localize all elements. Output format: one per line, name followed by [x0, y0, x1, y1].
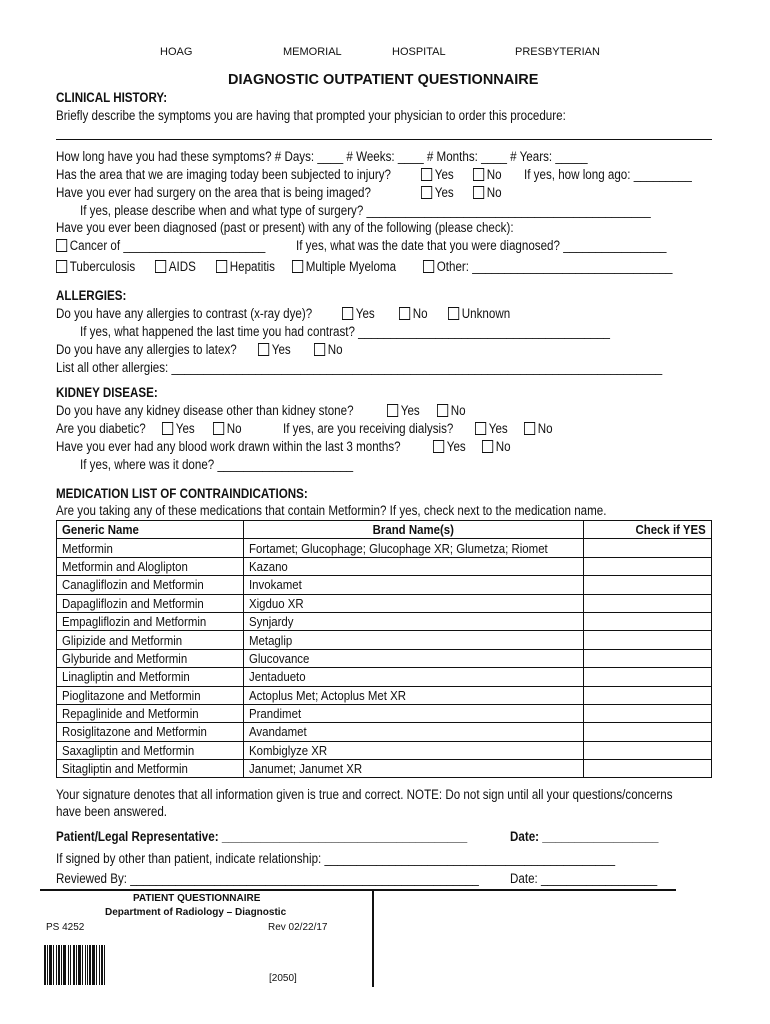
checkbox-icon[interactable]: [524, 422, 535, 435]
latex-yes-option[interactable]: [258, 342, 291, 357]
option-label: Unknown: [461, 306, 511, 321]
header-hoag: HOAG: [160, 46, 193, 58]
footer-title: PATIENT QUESTIONNAIRE: [133, 893, 261, 904]
brand-name-cell: Avandamet: [244, 723, 584, 741]
generic-name-cell: Pioglitazone and Metformin: [57, 686, 244, 704]
checkbox-icon[interactable]: [155, 260, 166, 273]
checkbox-icon[interactable]: [448, 307, 459, 320]
footer-department: Department of Radiology – Diagnostic: [105, 907, 287, 918]
option-label: Tuberculosis: [69, 259, 136, 274]
brand-name-cell: Fortamet; Glucophage; Glucophage XR; Glumetza; Riomet: [244, 539, 584, 557]
table-row: [57, 741, 712, 759]
brand-name-cell: Xigduo XR: [244, 594, 584, 612]
clinical-history-heading: CLINICAL HISTORY:: [56, 90, 168, 105]
cancer-date-field[interactable]: If yes, what was the date that you were diagnosed? ________________: [296, 238, 667, 253]
injury-yes-option[interactable]: [421, 167, 454, 182]
table-row: [57, 557, 712, 575]
latex-allergy-question: Do you have any allergies to latex?: [56, 342, 237, 357]
contrast-reaction-field[interactable]: If yes, what happened the last time you had contrast? _______________________________________: [80, 324, 610, 339]
barcode-icon: [44, 945, 136, 985]
option-label: Yes: [400, 403, 420, 418]
table-row: [57, 668, 712, 686]
footer-vertical-divider: [372, 889, 374, 987]
brand-name-cell: Kombiglyze XR: [244, 741, 584, 759]
myeloma-option[interactable]: [292, 259, 396, 274]
brand-name-cell: Actoplus Met; Actoplus Met XR: [244, 686, 584, 704]
medication-table: [56, 520, 712, 778]
table-row: [57, 612, 712, 630]
generic-name-cell: Metformin: [57, 539, 244, 557]
diabetic-yes-option[interactable]: [162, 421, 195, 436]
checkbox-icon[interactable]: [342, 307, 353, 320]
check-if-yes-cell[interactable]: [584, 741, 712, 759]
table-row: [57, 649, 712, 667]
generic-name-cell: Linagliptin and Metformin: [57, 668, 244, 686]
table-row: [57, 576, 712, 594]
medication-heading: MEDICATION LIST OF CONTRAINDICATIONS:: [56, 486, 308, 501]
signature-statement-cont: have been answered.: [56, 804, 168, 819]
option-label: AIDS: [168, 259, 196, 274]
aids-option[interactable]: [155, 259, 196, 274]
checkbox-icon[interactable]: [216, 260, 227, 273]
checkbox-icon[interactable]: [258, 343, 269, 356]
checkbox-icon[interactable]: [473, 186, 484, 199]
brand-name-cell: Synjardy: [244, 612, 584, 630]
option-label: Yes: [488, 421, 508, 436]
option-label: Yes: [434, 185, 454, 200]
contrast-allergy-question: Do you have any allergies to contrast (x-ray dye)?: [56, 306, 313, 321]
other-allergies-field[interactable]: List all other allergies: ____________________________________________________________________________: [56, 360, 663, 375]
option-label: Cancer of ______________________: [69, 238, 266, 253]
surgery-question: Have you ever had surgery on the area that is being imaged?: [56, 185, 371, 200]
diabetic-no-option[interactable]: [213, 421, 242, 436]
signature-statement: Your signature denotes that all information given is true and correct. NOTE: Do not sign until all your questions/concerns: [56, 787, 673, 802]
generic-name-cell: Canagliflozin and Metformin: [57, 576, 244, 594]
option-label: Multiple Myeloma: [305, 259, 397, 274]
checkbox-icon[interactable]: [433, 440, 444, 453]
check-if-yes-cell[interactable]: [584, 631, 712, 649]
option-label: Yes: [355, 306, 375, 321]
form-number: PS 4252: [46, 922, 85, 933]
checkbox-icon[interactable]: [387, 404, 398, 417]
checkbox-icon[interactable]: [56, 260, 67, 273]
check-if-yes-cell[interactable]: [584, 557, 712, 575]
checkbox-icon[interactable]: [162, 422, 173, 435]
kidney-disease-heading: KIDNEY DISEASE:: [56, 385, 158, 400]
bloodwork-question: Have you ever had any blood work drawn within the last 3 months?: [56, 439, 401, 454]
injury-question: Has the area that we are imaging today been subjected to injury?: [56, 167, 391, 182]
metformin-question: Are you taking any of these medications that contain Metformin? If yes, check next to the medication name.: [56, 503, 607, 518]
table-row: [57, 539, 712, 557]
patient-signature-field[interactable]: Patient/Legal Representative: ______________________________________: [56, 829, 468, 844]
brand-name-cell: Invokamet: [244, 576, 584, 594]
surgery-yes-option[interactable]: [421, 185, 454, 200]
table-row: [57, 760, 712, 778]
checkbox-icon[interactable]: [473, 168, 484, 181]
header-memorial: MEMORIAL: [283, 46, 342, 58]
brand-name-cell: Metaglip: [244, 631, 584, 649]
generic-name-cell: Saxagliptin and Metformin: [57, 741, 244, 759]
dialysis-question: If yes, are you receiving dialysis?: [283, 421, 454, 436]
dialysis-no-option[interactable]: [524, 421, 553, 436]
check-if-yes-cell[interactable]: [584, 686, 712, 704]
allergies-heading: ALLERGIES:: [56, 288, 127, 303]
checkbox-icon[interactable]: [437, 404, 448, 417]
symptoms-question: Briefly describe the symptoms you are having that prompted your physician to order this procedure:: [56, 108, 566, 123]
generic-name-cell: Empagliflozin and Metformin: [57, 612, 244, 630]
checkbox-icon[interactable]: [421, 186, 432, 199]
brand-name-cell: Kazano: [244, 557, 584, 575]
relationship-field[interactable]: If signed by other than patient, indicate relationship: _____________________________________________: [56, 851, 616, 866]
contrast-unknown-option[interactable]: [448, 306, 510, 321]
option-label: No: [486, 185, 502, 200]
table-row: [57, 686, 712, 704]
option-label: No: [226, 421, 242, 436]
kidney-yes-option[interactable]: [387, 403, 420, 418]
check-if-yes-cell[interactable]: [584, 723, 712, 741]
table-header-row: [57, 521, 712, 539]
reviewed-by-field[interactable]: Reviewed By: ______________________________________________________: [56, 871, 479, 886]
form-code: [2050]: [269, 973, 297, 984]
dialysis-yes-option[interactable]: [475, 421, 508, 436]
check-if-yes-cell[interactable]: [584, 668, 712, 686]
injury-howlong-field[interactable]: If yes, how long ago: _________: [524, 167, 692, 182]
check-if-yes-cell[interactable]: [584, 760, 712, 778]
hepatitis-option[interactable]: [216, 259, 275, 274]
cancer-option[interactable]: [56, 238, 265, 253]
check-if-yes-cell[interactable]: [584, 612, 712, 630]
table-row: [57, 723, 712, 741]
bloodwork-yes-option[interactable]: [433, 439, 466, 454]
header-hospital: HOSPITAL: [392, 46, 446, 58]
kidney-disease-question: Do you have any kidney disease other than kidney stone?: [56, 403, 354, 418]
option-label: No: [412, 306, 428, 321]
contrast-no-option[interactable]: [399, 306, 428, 321]
brand-name-cell: Jentadueto: [244, 668, 584, 686]
latex-no-option[interactable]: [314, 342, 343, 357]
check-if-yes-cell[interactable]: [584, 539, 712, 557]
reviewed-date-field[interactable]: Date: __________________: [510, 871, 658, 886]
option-label: Yes: [434, 167, 454, 182]
option-label: Hepatitis: [229, 259, 275, 274]
tuberculosis-option[interactable]: [56, 259, 135, 274]
surgery-describe-field[interactable]: If yes, please describe when and what type of surgery? ____________________________________________: [80, 203, 651, 218]
surgery-no-option[interactable]: [473, 185, 502, 200]
option-label: No: [537, 421, 553, 436]
generic-name-cell: Glipizide and Metformin: [57, 631, 244, 649]
checkbox-icon[interactable]: [482, 440, 493, 453]
brand-name-cell: Glucovance: [244, 649, 584, 667]
bloodwork-location-field[interactable]: If yes, where was it done? _____________________: [80, 457, 354, 472]
table-row: [57, 631, 712, 649]
footer-divider: [40, 889, 676, 891]
form-title: DIAGNOSTIC OUTPATIENT QUESTIONNAIRE: [228, 72, 539, 88]
brand-name-cell: Prandimet: [244, 704, 584, 722]
other-condition-option[interactable]: [423, 259, 672, 274]
option-label: Other: _______________________________: [436, 259, 673, 274]
brand-name-cell: Janumet; Janumet XR: [244, 760, 584, 778]
option-label: Yes: [271, 342, 291, 357]
checkbox-icon[interactable]: [399, 307, 410, 320]
checkbox-icon[interactable]: [314, 343, 325, 356]
bloodwork-no-option[interactable]: [482, 439, 511, 454]
table-row: [57, 704, 712, 722]
generic-name-cell: Metformin and Aloglipton: [57, 557, 244, 575]
option-label: No: [495, 439, 511, 454]
table-row: [57, 594, 712, 612]
option-label: No: [450, 403, 466, 418]
kidney-no-option[interactable]: [437, 403, 466, 418]
checkbox-icon[interactable]: [56, 239, 67, 252]
checkbox-icon[interactable]: [421, 168, 432, 181]
checkbox-icon[interactable]: [292, 260, 303, 273]
generic-name-cell: Repaglinide and Metformin: [57, 704, 244, 722]
contrast-yes-option[interactable]: [342, 306, 375, 321]
option-label: Yes: [175, 421, 195, 436]
option-label: No: [327, 342, 343, 357]
checkbox-icon[interactable]: [213, 422, 224, 435]
checkbox-icon[interactable]: [423, 260, 434, 273]
header-presbyterian: PRESBYTERIAN: [515, 46, 600, 58]
diagnosed-question: Have you ever been diagnosed (past or present) with any of the following (please check):: [56, 220, 514, 235]
option-label: No: [486, 167, 502, 182]
revision-date: Rev 02/22/17: [268, 922, 328, 933]
symptoms-duration-question[interactable]: How long have you had these symptoms? # Days: ____ # Weeks: ____ # Months: ____ # Years: _____: [56, 149, 588, 164]
symptoms-answer-line[interactable]: [56, 139, 712, 140]
diabetic-question: Are you diabetic?: [56, 421, 146, 436]
column-header-check: Check if YES: [584, 521, 712, 539]
check-if-yes-cell[interactable]: [584, 704, 712, 722]
check-if-yes-cell[interactable]: [584, 576, 712, 594]
generic-name-cell: Sitagliptin and Metformin: [57, 760, 244, 778]
generic-name-cell: Rosiglitazone and Metformin: [57, 723, 244, 741]
patient-date-field[interactable]: Date: __________________: [510, 829, 659, 844]
generic-name-cell: Dapagliflozin and Metformin: [57, 594, 244, 612]
checkbox-icon[interactable]: [475, 422, 486, 435]
column-header-generic: Generic Name: [57, 521, 244, 539]
generic-name-cell: Glyburide and Metformin: [57, 649, 244, 667]
option-label: Yes: [446, 439, 466, 454]
check-if-yes-cell[interactable]: [584, 594, 712, 612]
check-if-yes-cell[interactable]: [584, 649, 712, 667]
injury-no-option[interactable]: [473, 167, 502, 182]
column-header-brand: Brand Name(s): [244, 521, 584, 539]
